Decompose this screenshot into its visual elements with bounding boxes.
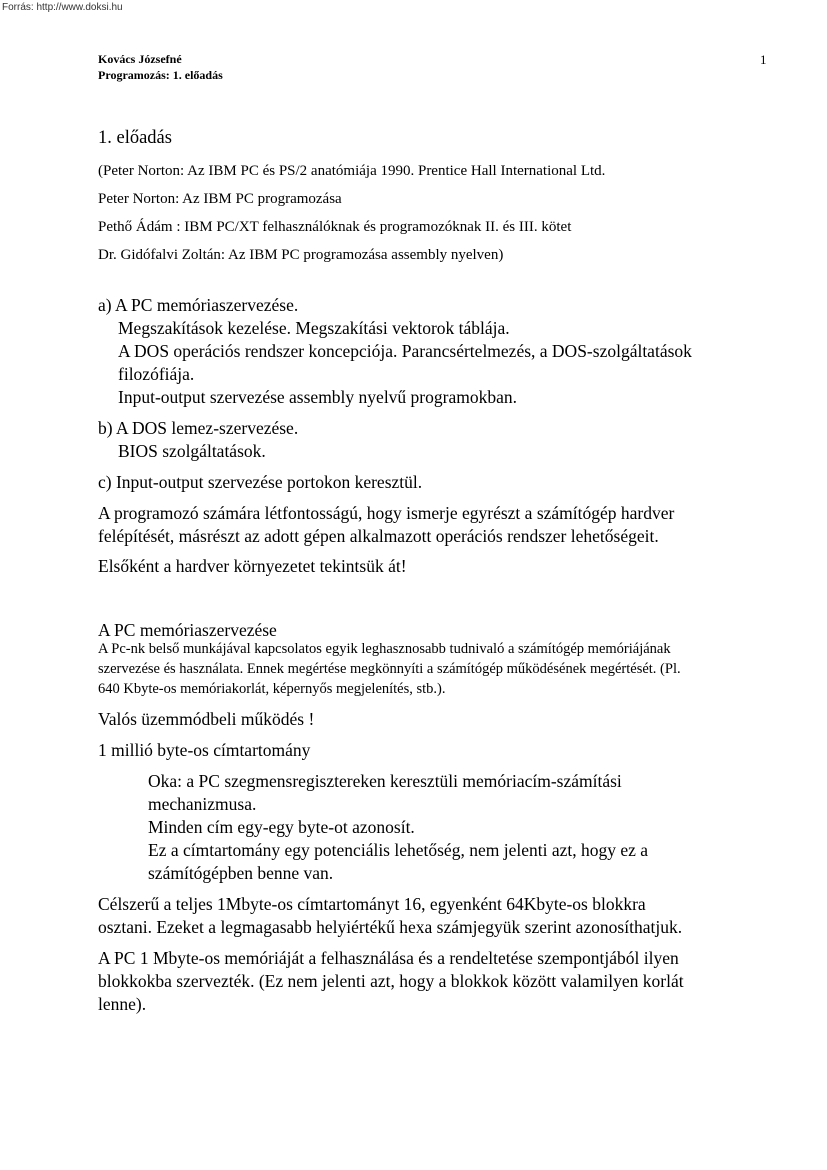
section-small-line: A Pc-nk belső munkájával kapcsolatos egyik leghasznosabb tudnivaló a számítógép memóriájának xyxy=(98,641,671,657)
indented-line: mechanizmusa. xyxy=(148,794,257,814)
paragraph-line: blokkokba szervezték. (Ez nem jelenti azt, hogy a blokkok között valamilyen korlát xyxy=(98,971,684,991)
page-title: 1. előadás xyxy=(98,128,172,148)
section-small-line: szervezése és használata. Ennek megértése megkönnyíti a számítógép működésének megértését. (Pl. xyxy=(98,661,681,677)
source-note: Forrás: http://www.doksi.hu xyxy=(2,2,123,13)
outline-subline: Megszakítások kezelése. Megszakítási vektorok táblája. xyxy=(118,318,510,338)
real-mode-line: Valós üzemmódbeli működés ! xyxy=(98,709,315,729)
paragraph-line: A PC 1 Mbyte-os memóriáját a felhasználása és a rendeltetése szempontjából ilyen xyxy=(98,948,679,968)
indented-line: Oka: a PC szegmensregisztereken keresztüli memóriacím-számítási xyxy=(148,771,622,791)
intro-paragraph-line: felépítését, másrészt az adott gépen alkalmazott operációs rendszer lehetőségeit. xyxy=(98,526,659,546)
paragraph-line: lenne). xyxy=(98,994,147,1014)
section-small-line: 640 Kbyte-os memóriakorlát, képernyős megjelenítés, stb.). xyxy=(98,681,446,697)
section-heading: A PC memóriaszervezése xyxy=(98,620,277,640)
reference-line: Dr. Gidófalvi Zoltán: Az IBM PC programozása assembly nyelven) xyxy=(98,247,504,263)
address-space-line: 1 millió byte-os címtartomány xyxy=(98,740,311,760)
header-course: Programozás: 1. előadás xyxy=(98,68,223,82)
intro-last-line: Elsőként a hardver környezetet tekintsük át! xyxy=(98,556,407,576)
outline-item-a: a) A PC memóriaszervezése. xyxy=(98,295,299,315)
outline-subline: A DOS operációs rendszer koncepciója. Parancsértelmezés, a DOS-szolgáltatások xyxy=(118,341,692,361)
reference-line: Pethő Ádám : IBM PC/XT felhasználóknak és programozóknak II. és III. kötet xyxy=(98,219,572,235)
outline-item-c: c) Input-output szervezése portokon keresztül. xyxy=(98,472,423,492)
outline-subline: filozófiája. xyxy=(118,364,195,384)
header-author: Kovács Józsefné xyxy=(98,52,182,66)
indented-line: Ez a címtartomány egy potenciális lehetőség, nem jelenti azt, hogy ez a xyxy=(148,840,649,860)
outline-subline: BIOS szolgáltatások. xyxy=(118,441,266,461)
intro-paragraph-line: A programozó számára létfontosságú, hogy ismerje egyrészt a számítógép hardver xyxy=(98,503,675,523)
indented-line: számítógépben benne van. xyxy=(148,863,334,883)
outline-item-b: b) A DOS lemez-szervezése. xyxy=(98,418,299,438)
paragraph-line: osztani. Ezeket a legmagasabb helyiértékű hexa számjegyük szerint azonosíthatjuk. xyxy=(98,917,683,937)
page-number: 1 xyxy=(760,52,767,67)
paragraph-line: Célszerű a teljes 1Mbyte-os címtartományt 16, egyenként 64Kbyte-os blokkra xyxy=(98,894,646,914)
outline-subline: Input-output szervezése assembly nyelvű programokban. xyxy=(118,387,517,407)
indented-line: Minden cím egy-egy byte-ot azonosít. xyxy=(148,817,415,837)
reference-line: Peter Norton: Az IBM PC programozása xyxy=(98,191,342,207)
reference-line: (Peter Norton: Az IBM PC és PS/2 anatómiája 1990. Prentice Hall International Ltd. xyxy=(98,163,606,179)
